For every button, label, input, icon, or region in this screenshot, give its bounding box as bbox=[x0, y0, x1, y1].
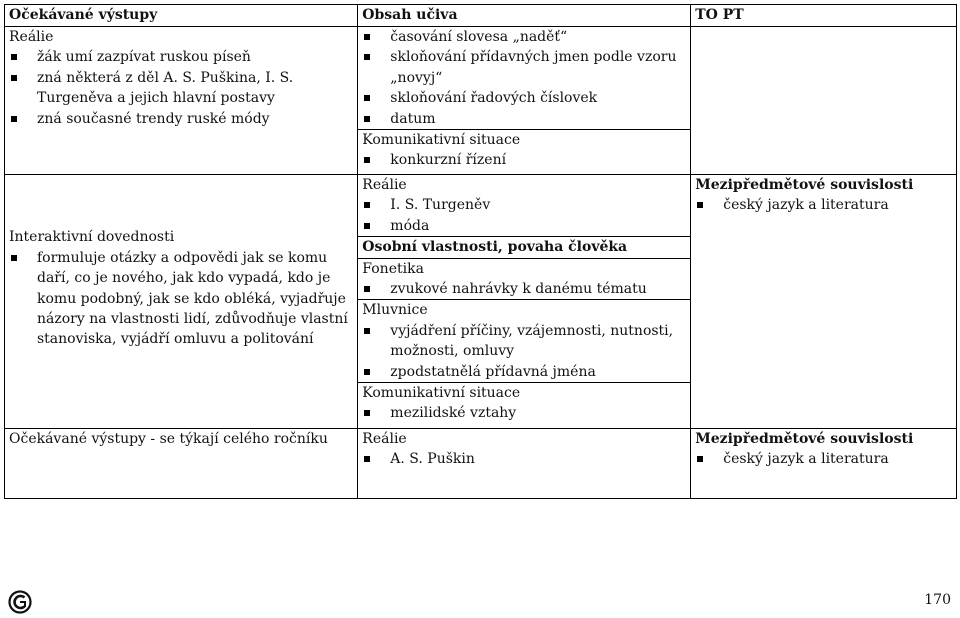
row2-mluvnice-title: Mluvnice bbox=[362, 302, 428, 319]
list-item: zná některá z děl A. S. Puškina, I. S. Turgeněva a jejich hlavní postavy bbox=[9, 68, 353, 109]
row2-topt-title: Mezipředmětové souvislosti bbox=[695, 177, 914, 193]
list-item: skloňování přídavných jmen podle vzoru „novyj“ bbox=[362, 47, 686, 88]
row1-content-list bbox=[362, 27, 686, 129]
row3-topt-title: Mezipředmětové souvislosti bbox=[695, 431, 914, 447]
row2-fonetika-title: Fonetika bbox=[362, 260, 424, 277]
row1-topt-cell bbox=[691, 27, 957, 175]
header-row bbox=[5, 5, 957, 27]
list-item: A. S. Puškin bbox=[362, 449, 686, 469]
row-3 bbox=[5, 429, 957, 499]
row3-outcomes-cell bbox=[5, 429, 358, 499]
list-item: konkurzní řízení bbox=[362, 150, 686, 170]
row2-topic-title: Osobní vlastnosti, povaha člověka bbox=[362, 239, 628, 256]
row2-mluvnice-list bbox=[362, 321, 686, 382]
row3-content-cell bbox=[358, 429, 691, 499]
list-item: I. S. Turgeněv bbox=[362, 195, 686, 215]
list-item: zpodstatnělá přídavná jména bbox=[362, 362, 686, 382]
list-item: vyjádření příčiny, vzájemnosti, nutnosti, možnosti, omluvy bbox=[362, 321, 686, 362]
page-number: 170 bbox=[924, 592, 951, 608]
row1-komunikativni-title: Komunikativní situace bbox=[362, 132, 521, 149]
list-item: skloňování řadových číslovek bbox=[362, 88, 686, 108]
row2-outcomes-cell bbox=[5, 175, 358, 429]
row3-realie-title: Reálie bbox=[362, 431, 407, 447]
row3-realie-list bbox=[362, 449, 686, 469]
row2-content-cell bbox=[358, 175, 691, 429]
row2-topt-cell bbox=[691, 175, 957, 429]
row2-fonetika-list bbox=[362, 279, 686, 299]
list-item: móda bbox=[362, 216, 686, 236]
row-1 bbox=[5, 27, 957, 175]
row2-outcomes-list bbox=[9, 248, 353, 350]
list-item: zná současné trendy ruské módy bbox=[9, 109, 353, 129]
row2-komunikativni-title: Komunikativní situace bbox=[362, 385, 521, 402]
list-item: formuluje otázky a odpovědi jak se komu daří, co je nového, jak kdo vypadá, kdo je komu podobný, jak se kdo obléká, vyjadřuje názory na vlastnosti lidí, zdůvodňuje vlastní stanoviska, vyjádří omluvu a politování bbox=[9, 248, 353, 350]
publisher-logo-icon bbox=[8, 590, 32, 614]
row2-realie-title: Reálie bbox=[362, 177, 407, 193]
row-2 bbox=[5, 175, 957, 429]
list-item: český jazyk a literatura bbox=[695, 449, 952, 469]
row2-komunikativni-list bbox=[362, 403, 686, 423]
list-item: zvukové nahrávky k danému tématu bbox=[362, 279, 686, 299]
row1-komunikativni-list bbox=[362, 150, 686, 170]
row2-outcomes-title: Interaktivní dovednosti bbox=[9, 229, 175, 246]
row3-topt-cell bbox=[691, 429, 957, 499]
row1-outcomes-cell bbox=[5, 27, 358, 175]
row2-realie-list bbox=[362, 195, 686, 236]
row3-topt-list bbox=[695, 449, 952, 469]
row1-outcomes-list bbox=[9, 47, 353, 129]
list-item: český jazyk a literatura bbox=[695, 195, 952, 215]
list-item: mezilidské vztahy bbox=[362, 403, 686, 423]
curriculum-table bbox=[4, 4, 957, 499]
header-to-pt: TO PT bbox=[691, 5, 957, 27]
header-content: Obsah učiva bbox=[358, 5, 691, 27]
list-item: datum bbox=[362, 109, 686, 129]
row2-topt-list bbox=[695, 195, 952, 215]
row3-outcomes-text: Očekávané výstupy - se týkají celého ročníku bbox=[9, 431, 328, 447]
list-item: časování slovesa „naděť“ bbox=[362, 27, 686, 47]
row1-outcomes-title: Reálie bbox=[9, 29, 54, 45]
header-expected-outcomes: Očekávané výstupy bbox=[5, 5, 358, 27]
row1-content-cell bbox=[358, 27, 691, 175]
list-item: žák umí zazpívat ruskou píseň bbox=[9, 47, 353, 67]
